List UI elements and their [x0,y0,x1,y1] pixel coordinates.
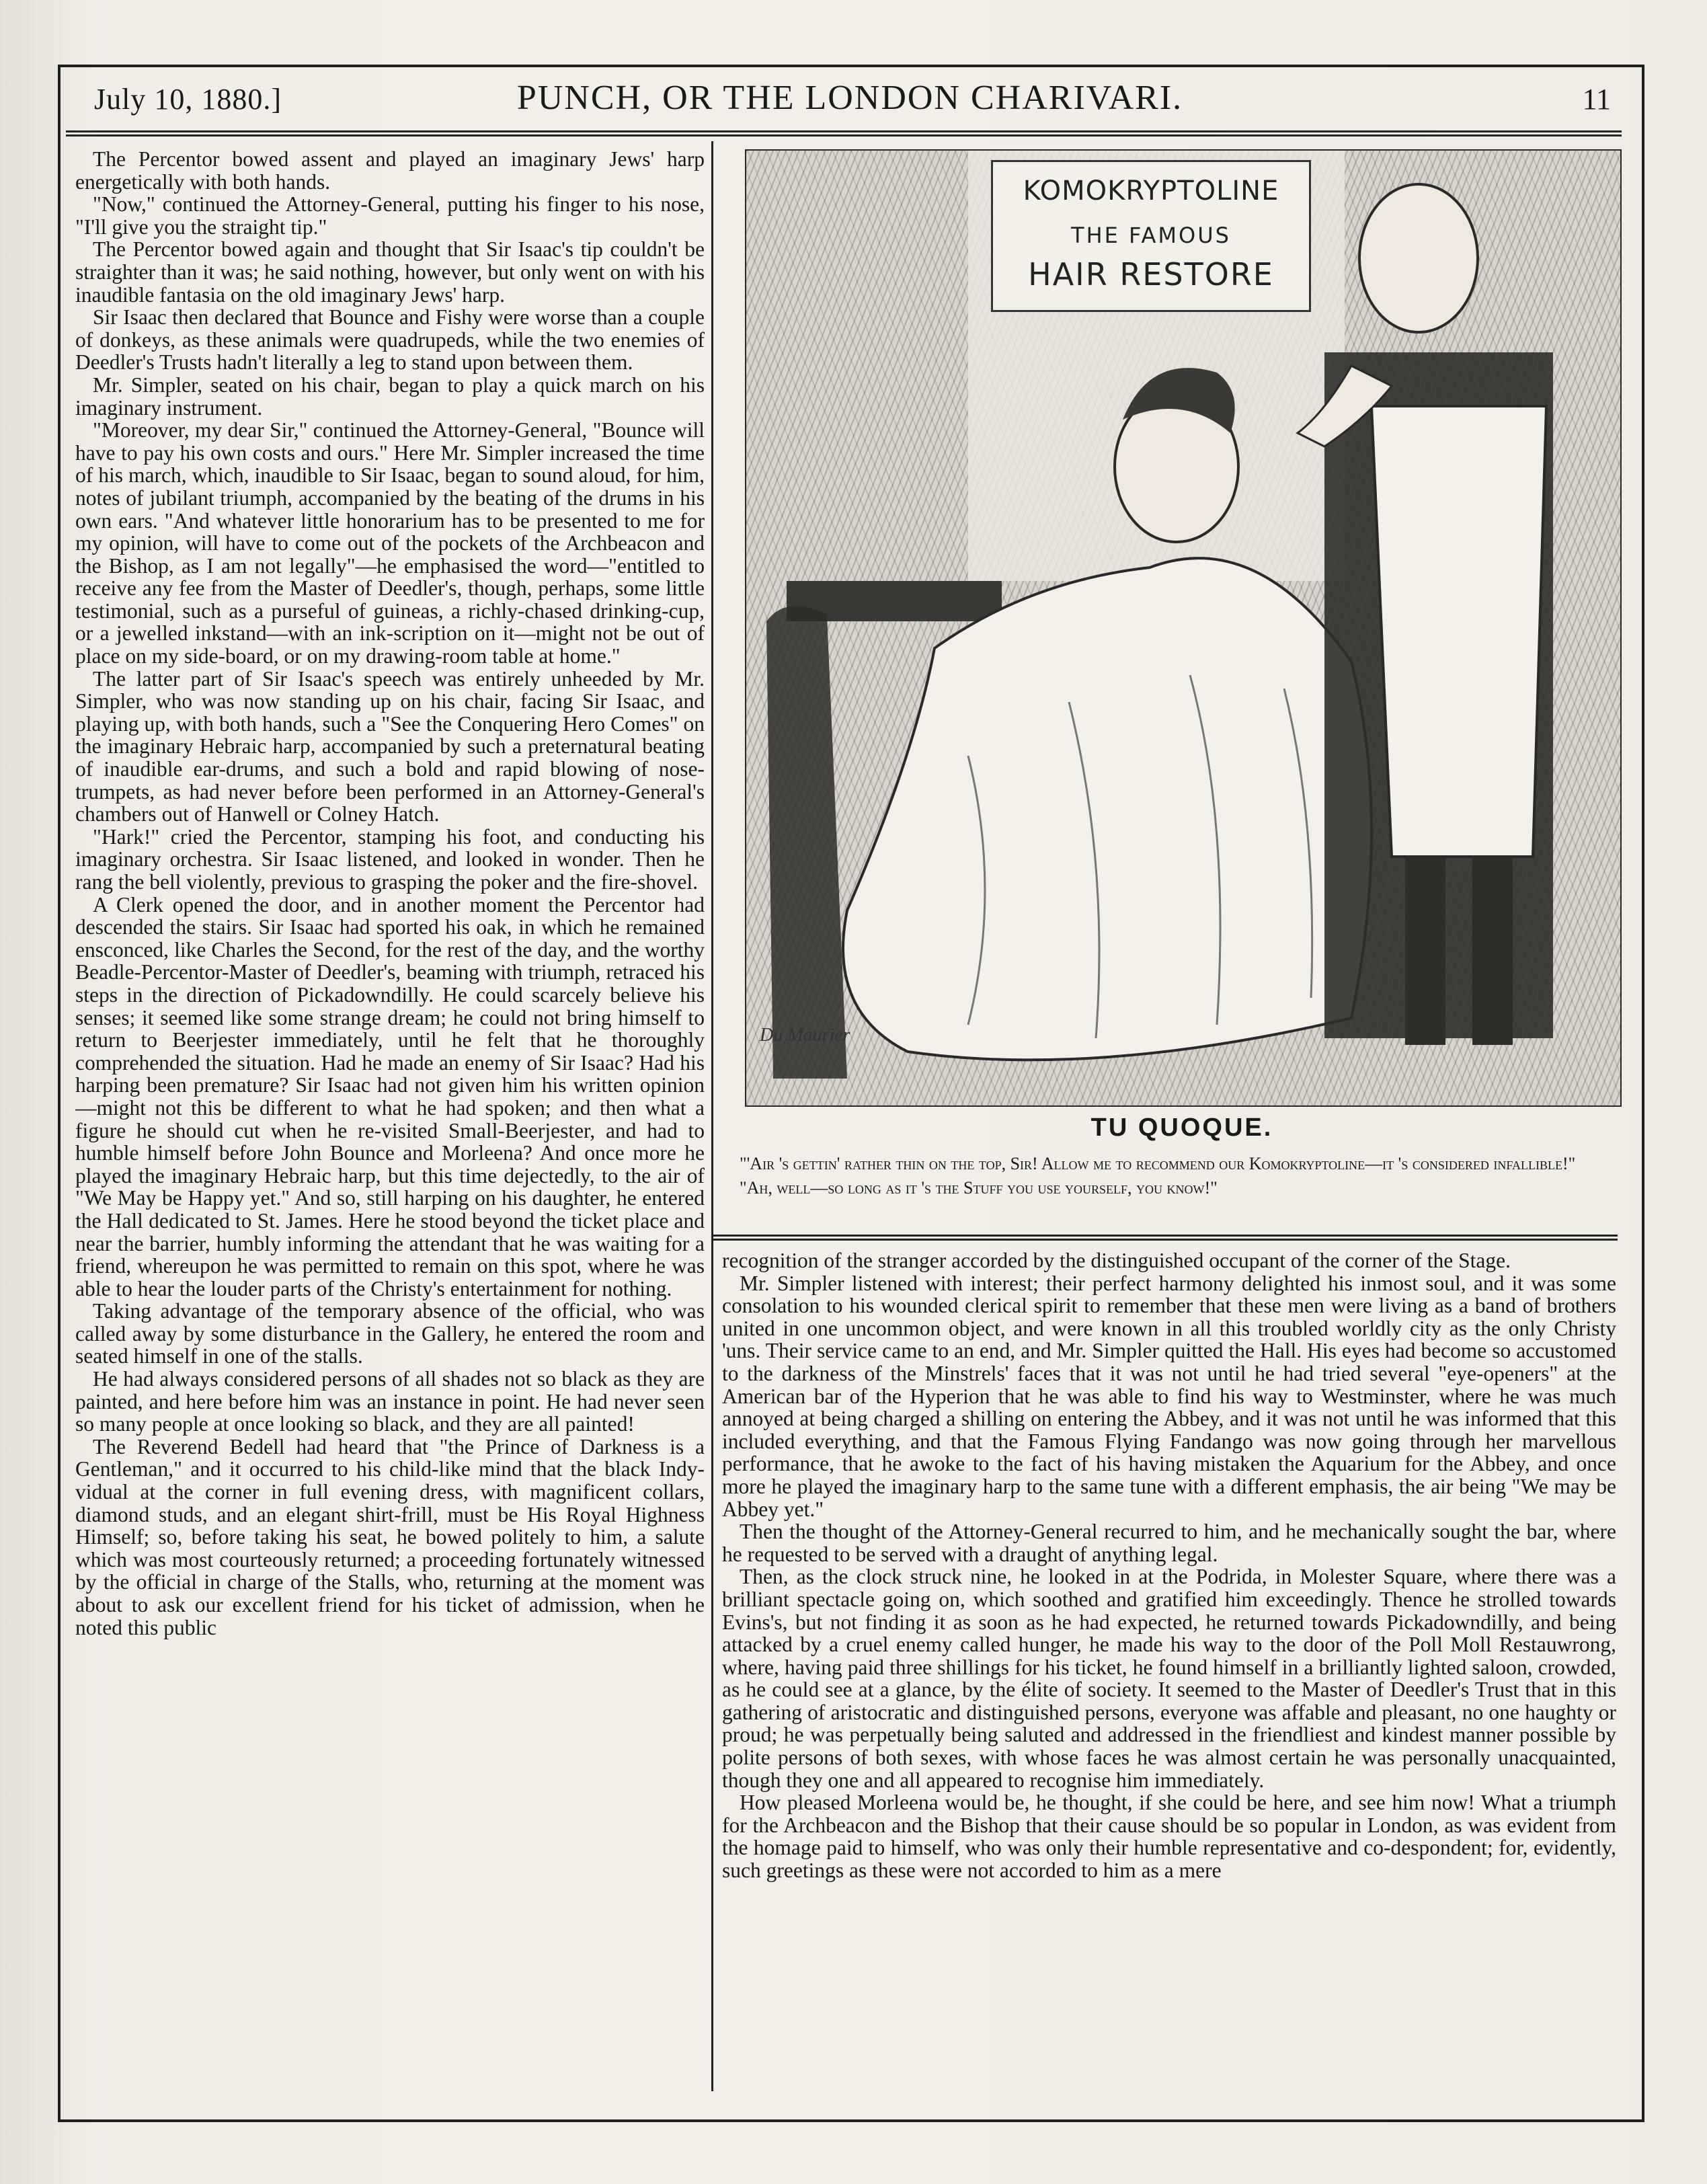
paragraph: recognition of the stranger accorded by the distinguished occupant of the corner of the Stage. [722,1249,1511,1272]
caption-line: "'Air 's gettin' rather thin on the top, Sir! Allow me to recommend our Komokryptoline—it 's considered infallible!" [740,1154,1576,1173]
page-header [58,74,1642,129]
hair-restorer-sign [991,160,1311,312]
cartoon-title: TU QUOQUE. [1090,1114,1273,1142]
paragraph: Sir Isaac then declared that Bounce and Fishy were worse than a couple of donkeys, as these animals were quadrupeds, while the two enemies of Deedler's Trusts hadn't literally a leg to stand upon between them. [75,305,705,375]
paragraph: The Percentor bowed assent and played an imaginary Jews' harp energetically with both hands. [75,148,705,194]
paragraph: The Percentor bowed again and thought that Sir Isaac's tip couldn't be straighter than it was; he said nothing, however, but only went on with his inaudible fantasia on the old imaginary Jews' harp. [75,237,705,307]
header-rule [66,130,1622,132]
paragraph: The Reverend Bedell had heard that "the Prince of Darkness is a Gentleman," and it occurred to his child-like mind that the black Indy-vidual at the corner in full evening dress, with magnificent collars, diamond studs, and an elegant shirt-frill, must be His Royal Highness Himself; so, before taking his seat, he bowed politely to him, a salute which was most courteously returned; a proceeding fortunately witnessed by the official in charge of the Stalls, who, returning at the moment was about to ask our excellent friend for his ticket of admission, when he noted this public [75,1434,705,1639]
paragraph: "Now," continued the Attorney-General, putting his finger to his nose, "I'll give you the straight tip." [75,192,705,239]
paragraph: A Clerk opened the door, and in another moment the Percentor had descended the stairs. Sir Isaac had sported his oak, in which he remained ensconced, like Charles the Second, for the rest of the day, and the worthy Beadle-Percentor-Master of Deedler's, beaming with triumph, retraced his steps in the direction of Pickadowndilly. He could scarcely believe his senses; it seemed like some strange dream; he could not bring himself to return to Beerjester immediately, until he felt that he thoroughly comprehended the situation. Had he made an enemy of Sir Isaac? Had his harping been premature? Sir Isaac had not given him his written opinion—might not this be different to what he had spoken; and then what a figure he should cut when he re-visited Small-Beerjester, and had to humble himself before John Bounce and Morleena? And once more he played the imaginary Hebraic harp, but this time dejectedly, to the air of "We May be Happy yet." And so, still harping on his daughter, he entered the Hall dedicated to St. James. Here he stood beyond the ticket place and near the barrier, humbly informing the attendant that he was waiting for a friend, whereupon he was permitted to remain on this spot, where he was able to hear the louder parts of the Christy's entertainment for nothing. [75,892,705,1300]
paragraph: "Moreover, my dear Sir," continued the Attorney-General, "Bounce will have to pay his own costs and ours." Here Mr. Simpler increased the time of his march, which, inaudible to Sir Isaac, began to sound aloud, for him, notes of jubilant triumph, accompanied by the beating of the drums in his own ears. "And whatever little honorarium has to be presented to me for my opinion, will have to come out of the pockets of the Archbeacon and the Bishop, as I am not legally"—he emphasised the word—"entitled to receive any fee from the Master of Deedler's, though, perhaps, some little testimonial, such as a purseful of guineas, a richly-chased drinking-cup, or a jewelled inkstand—with an ink-scription on it—might not be out of place on my side-board, or on my drawing-room table at home." [75,418,705,668]
paragraph: The latter part of Sir Isaac's speech was entirely unheeded by Mr. Simpler, who was now standing up on his chair, facing Sir Isaac, and playing up, with both hands, such a "See the Conquering Hero Comes" on the imaginary Hebraic harp, accompanied by such a preternatural beating of inaudible ear-drums, and such a bold and rapid blowing of nose-trumpets, as had never before been performed in an Attorney-General's chambers out of Hanwell or Colney Hatch. [75,666,705,826]
paragraph: Then the thought of the Attorney-General recurred to him, and he mechanically sought the bar, where he requested to be served with a draught of anything legal. [722,1520,1616,1566]
left-column [75,148,705,2098]
paragraph: Then, as the clock struck nine, he looked in at the Podrida, in Molester Square, where there was a brilliant spectacle going on, which soothed and gratified him exceedingly. Thence he strolled towards Evins's, but not finding it as soon as he had expected, he returned towards Pickadowndilly, and being attacked by a cruel enemy called hunger, he made his way to the door of the Poll Moll Restauwrong, where, having paid three shillings for his ticket, he found himself in a brilliantly lighted saloon, crowded, as he could see at a glance, by the élite of society. It seemed to the Master of Deedler's Trust that in this gathering of aristocratic and distinguished persons, everyone was affable and pleasant, no one haughty or proud; he was perpetually being saluted and addressed in the friendliest and kindest manner possible by polite persons of both sexes, with whose faces he was almost certain he was personally unacquainted, though they one and all appeared to recognise him immediately. [722,1565,1616,1792]
sign-product-type: HAIR RESTORE [1028,256,1274,292]
issue-date: July 10, 1880.] [94,83,282,116]
header-rule-thin [66,134,1622,136]
artist-signature: Du Maurier [760,1025,850,1046]
cartoon-caption [713,1153,1615,1200]
cartoon-illustration [745,149,1622,1107]
right-column [711,1249,1616,2098]
paragraph: Mr. Simpler listened with interest; their perfect harmony delighted his inmost soul, and it was some consolation to his wounded clerical spirit to remember that these men were living as a band of brothers united in one uncommon object, and were known in all this troubled worldly city as the only Christy 'uns. Their service came to an end, and Mr. Simpler quitted the Hall. His eyes had become so accustomed to the darkness of the Minstrels' faces that it was not until he had tried several "eye-openers" at the American bar of the Hyperion that he was able to find his way to Westminster, where he was much annoyed at being charged a shilling on entering the Abbey, and it was not until he was informed that this included everything, and that the Famous Flying Fandango was now going through her marvellous performance, that he awoke to the fact of his having mistaken the Aquarium for the Abbey, and once more he played the imaginary harp to the same tune with a different emphasis, the air being "We may be Abbey yet." [722,1271,1616,1521]
paragraph: How pleased Morleena would be, he thought, if she could be here, and see him now! What a triumph for the Archbeacon and the Bishop that their cause should be so popular in London, as was evident from the homage paid to himself, who was only their humble representative and co-despondent; for, evidently, such greetings as these were not accorded to him as a mere [722,1791,1616,1883]
caption-line: "Ah, well—so long as it 's the Stuff you use yourself, you know!" [740,1178,1218,1198]
page-number: 11 [1582,83,1611,116]
paragraph: He had always considered persons of all shades not so black as they are painted, and here before him was an instance in point. He had never seen so many people at once looking so black, and they are all painted! [75,1367,705,1436]
sign-tagline: THE FAMOUS [1071,223,1231,248]
sign-product-name: KOMOKRYPTOLINE [1023,176,1279,206]
caption-rule [713,1235,1618,1237]
caption-rule-thin [713,1239,1618,1241]
publication-title: PUNCH, OR THE LONDON CHARIVARI. [516,79,1183,117]
paragraph: Mr. Simpler, seated on his chair, began to play a quick march on his imaginary instrument. [75,373,705,420]
paragraph: Taking advantage of the temporary absence of the official, who was called away by some disturbance in the Gallery, he entered the room and seated himself in one of the stalls. [75,1299,705,1368]
paragraph: "Hark!" cried the Percentor, stamping his foot, and conducting his imaginary orchestra. Sir Isaac listened, and looked in wonder. Then he rang the bell violently, previous to grasping the poker and the fire-shovel. [75,824,705,894]
